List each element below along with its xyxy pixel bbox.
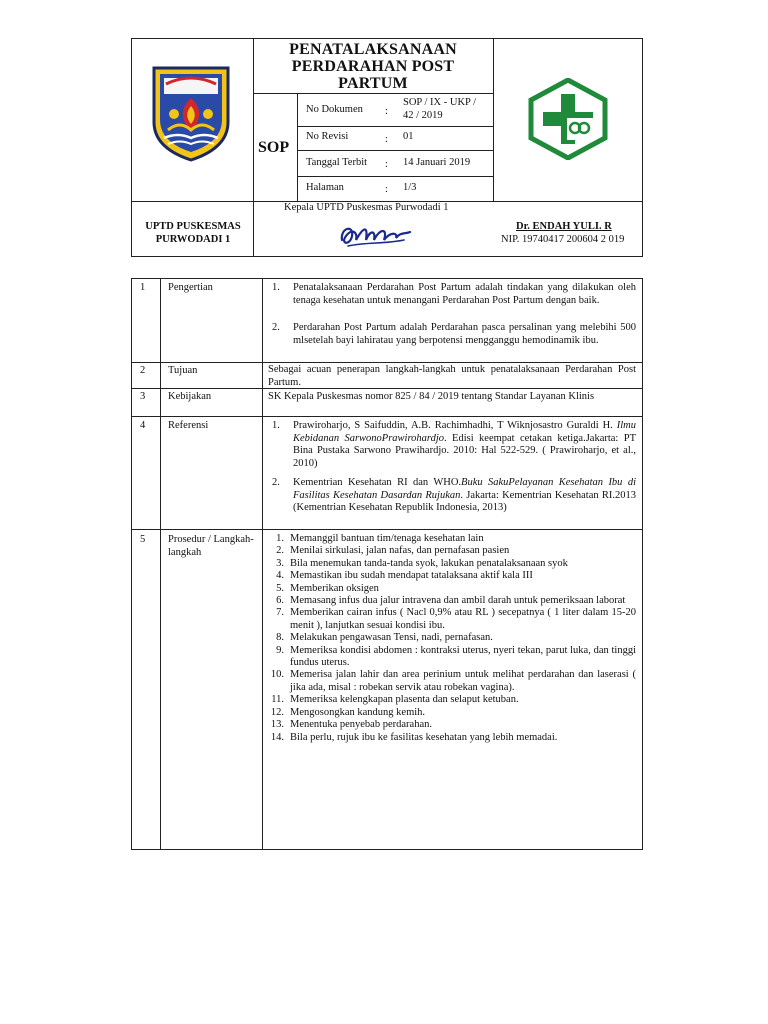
procedure-step-number: 14. [270, 731, 284, 743]
list-item-number: 1. [272, 282, 280, 293]
list-item-text: Perdarahan Post Partum adalah Perdarahan pasca persalinan yang melebihi 500 mlsetelah bayi lahiratau yang berpotensi mengganggu hemodinamik ibu. [293, 322, 636, 346]
document-title: PENATALAKSANAAN PERDARAHAN POST PARTUM [289, 41, 457, 92]
field-sep-no-revisi: : [385, 134, 388, 145]
procedure-step-text: Memasang infus dua jalur intravena dan ambil darah untuk pemeriksaan laborat [290, 595, 626, 607]
procedure-step-text: Memerisa jalan lahir dan area perinium untuk melihat perdarahan dan laserasi ( jika ada, misal : robekan servik atau robekan vagina). [290, 669, 636, 693]
row-text-tujuan: Sebagai acuan penerapan langkah-langkah untuk penatalaksanaan Perdarahan Post Partum. [268, 364, 636, 388]
field-value-no-dokumen: SOP / IX - UKP / 42 / 2019 [403, 97, 477, 121]
reference-item: Prawiroharjo, S Saifuddin, A.B. Rachimhadhi, T Wiknjosastro Guraldi H. Ilmu Kebidanan SarwonoPrawirohardjo. Edisi keempat cetakan ketiga.Jakarta: PT Bina Pustaka Sarwono Prawihardjo. 2010: Hal 522-529. ( Prawiroharjo, et al., 2010) [293, 420, 636, 469]
procedure-step-text: Memberikan cairan infus ( Nacl 0,9% atau RL ) secepatnya ( 1 liter dalam 15-20 menit ), lanjutkan sesuai kondisi ibu. [290, 607, 636, 631]
head-name: Dr. ENDAH YULI. R [516, 221, 612, 232]
procedure-step-text: Memeriksa kelengkapan plasenta dan selaput ketuban. [290, 694, 519, 706]
row-number: 4 [140, 420, 146, 431]
procedure-step-text: Memanggil bantuan tim/tenaga kesehatan lain [290, 533, 484, 544]
procedure-step-number: 1. [276, 533, 284, 544]
list-item-text: Penatalaksanaan Perdarahan Post Partum adalah tindakan yang dilakukan oleh tenaga kesehatan untuk menangani Perdarahan Post Partum dengan baik. [293, 282, 636, 306]
procedure-step [262, 545, 636, 557]
row-label-prosedur: Prosedur / Langkah-langkah [168, 534, 254, 558]
head-title: Kepala UPTD Puskesmas Purwodadi 1 [284, 202, 449, 213]
field-sep-tanggal-terbit: : [385, 159, 388, 170]
procedure-step [262, 595, 636, 607]
procedure-step-number: 4. [276, 570, 284, 582]
reference-number: 2. [272, 477, 280, 488]
procedure-step [262, 732, 636, 744]
procedure-step-number: 2. [276, 545, 284, 557]
procedure-step [262, 607, 636, 632]
row-label-referensi: Referensi [168, 420, 209, 431]
reference-item: Kementrian Kesehatan RI dan WHO.Buku SakuPelayanan Kesehatan Ibu di Fasilitas Kesehatan Dasardan Rujukan. Jakarta: Kementrian Kesehatan RI.2013 (Kementrian Kesehatan Republik Indonesia, 2013) [293, 477, 636, 514]
list-item-number: 2. [272, 322, 280, 333]
head-nip: NIP. 19740417 200604 2 019 [501, 234, 625, 245]
procedure-step-text: Memeriksa kondisi abdomen : kontraksi uterus, nyeri tekan, parut luka, dan tinggi fundus uterus. [290, 644, 636, 669]
row-number: 2 [140, 365, 146, 376]
regency-emblem-logo [150, 64, 232, 162]
procedure-step [262, 719, 636, 731]
procedure-step [262, 533, 636, 545]
field-value-tanggal-terbit: 14 Januari 2019 [403, 157, 471, 168]
procedure-step-text: Melakukan pengawasan Tensi, nadi, pernafasan. [290, 632, 493, 644]
procedure-step-text: Bila perlu, rujuk ibu ke fasilitas kesehatan yang lebih memadai. [290, 731, 558, 743]
row-label-pengertian: Pengertian [168, 282, 213, 293]
procedure-step [262, 632, 636, 644]
procedure-step-number: 12. [270, 706, 284, 718]
row-number: 1 [140, 282, 146, 293]
reference-number: 1. [272, 420, 280, 431]
procedure-step-text: Menilai sirkulasi, jalan nafas, dan pernafasan pasien [290, 545, 510, 557]
procedure-step-text: Menentuka penyebab perdarahan. [290, 719, 432, 731]
row-label-kebijakan: Kebijakan [168, 391, 212, 402]
row-text-kebijakan: SK Kepala Puskesmas nomor 825 / 84 / 2019 tentang Standar Layanan Klinis [268, 391, 595, 402]
procedure-step-text: Bila menemukan tanda-tanda syok, lakukan penatalaksanaan syok [290, 557, 568, 569]
procedure-step-number: 7. [276, 607, 284, 619]
procedure-step-number: 6. [276, 595, 284, 607]
procedure-steps-list [262, 533, 636, 744]
field-sep-no-dokumen: : [385, 106, 388, 117]
field-value-no-revisi: 01 [403, 131, 414, 142]
field-label-halaman: Halaman [306, 182, 344, 193]
procedure-step-text: Memberikan oksigen [290, 582, 379, 594]
field-value-halaman: 1/3 [403, 182, 417, 193]
field-label-no-revisi: No Revisi [306, 131, 349, 142]
procedure-step-text: Mengosongkan kandung kemih. [290, 706, 426, 718]
field-sep-halaman: : [385, 184, 388, 195]
organization-name: UPTD PUSKESMAS PURWODADI 1 [145, 221, 241, 245]
kemenkes-logo [527, 78, 609, 160]
procedure-step-number: 8. [276, 632, 284, 644]
procedure-step-number: 13. [270, 719, 284, 731]
procedure-step [262, 558, 636, 570]
procedure-step [262, 570, 636, 582]
procedure-step-text: Memastikan ibu sudah mendapat tatalaksana aktif kala III [290, 570, 533, 582]
procedure-step-number: 9. [276, 644, 284, 656]
procedure-step [262, 707, 636, 719]
row-number: 3 [140, 391, 146, 402]
procedure-step-number: 3. [276, 557, 284, 569]
procedure-step [262, 583, 636, 595]
field-label-no-dokumen: No Dokumen [306, 104, 363, 115]
procedure-step-number: 11. [271, 694, 284, 706]
procedure-step [262, 669, 636, 694]
field-label-tanggal-terbit: Tanggal Terbit [306, 157, 368, 168]
procedure-step-number: 5. [276, 582, 284, 594]
sop-label: SOP [258, 139, 290, 156]
row-label-tujuan: Tujuan [168, 365, 198, 376]
procedure-step [262, 645, 636, 670]
procedure-step [262, 694, 636, 706]
row-number: 5 [140, 534, 146, 545]
procedure-step-number: 10. [270, 669, 284, 681]
signature-image [336, 218, 416, 252]
